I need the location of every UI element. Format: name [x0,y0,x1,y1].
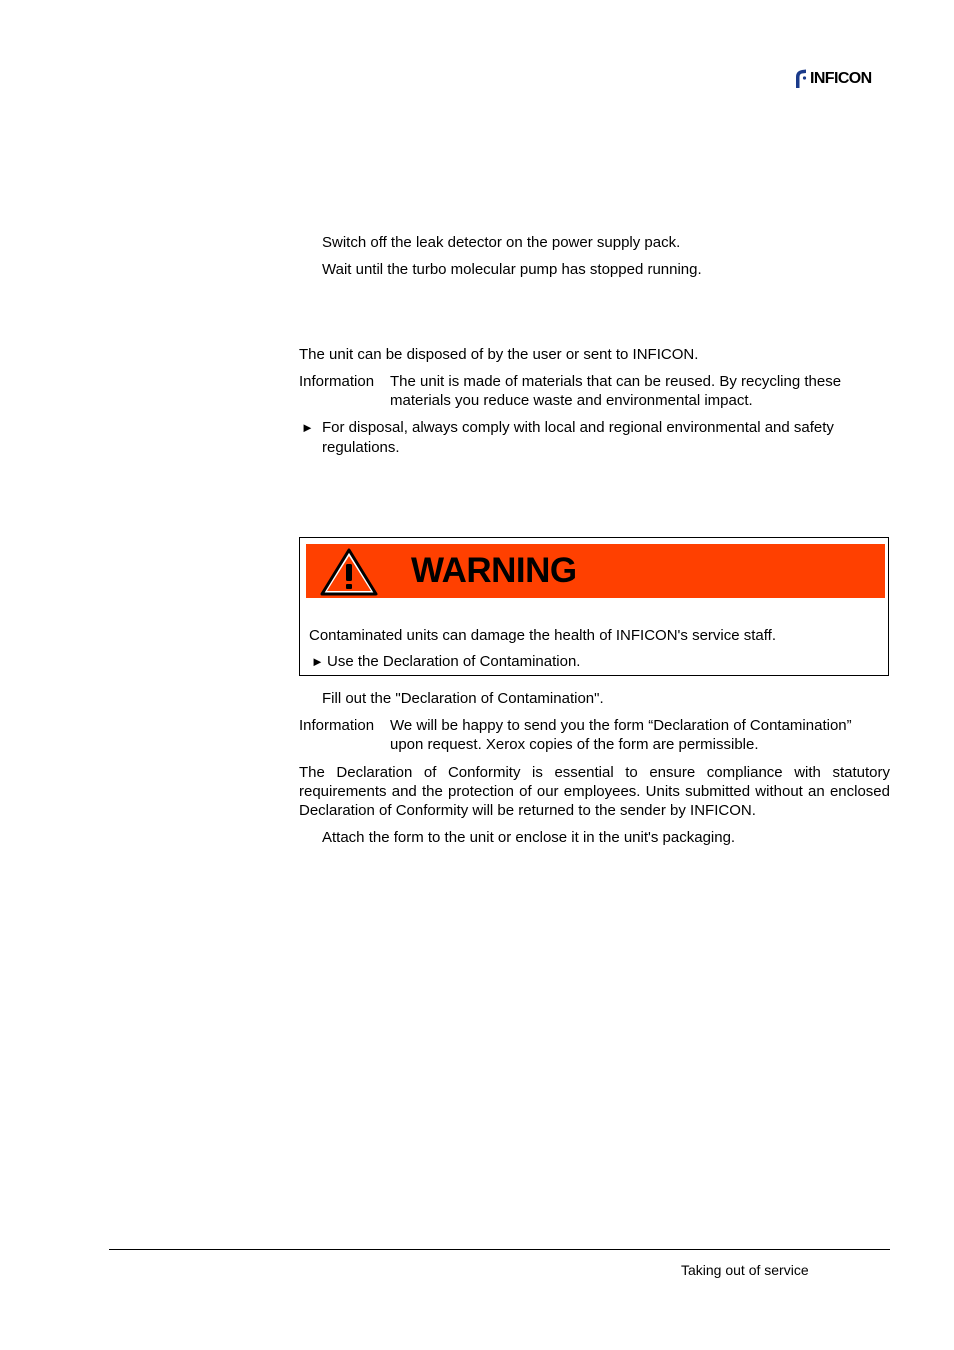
conformity-paragraph: The Declaration of Conformity is essential to ensure compliance with statutory requirements and the protection of our employees. Units submitted without an enclosed Declaration of Conformity will be returned to the sender by INFICON. [299,764,890,819]
info-text-line: upon request. Xerox copies of the form are permissible. [390,736,759,753]
arrow-right-icon: ► [311,654,324,669]
footer-divider [109,1249,890,1250]
warning-triangle-icon [319,547,379,601]
info-label: Information [299,373,375,390]
step-wait-pump: Wait until the turbo molecular pump has stopped running. [322,261,702,278]
info-text-line: The unit is made of materials that can be reused. By recycling these [390,373,842,390]
step-fill-form: Fill out the "Declaration of Contamination". [322,690,604,707]
disposal-intro: The unit can be disposed of by the user or sent to INFICON. [299,346,699,363]
step-attach-form: Attach the form to the unit or enclose it in the unit's packaging. [322,829,736,846]
logo-text: INFICON [810,70,872,87]
inficon-logo [794,68,872,90]
inficon-logo-icon [794,68,808,90]
info-text-line: materials you reduce waste and environmental impact. [390,392,753,409]
warning-title: WARNING [411,551,577,590]
step-switch-off: Switch off the leak detector on the power supply pack. [322,234,681,251]
disposal-bullet-line: For disposal, always comply with local and regional environmental and safety [322,419,834,436]
warning-banner [306,544,885,598]
disposal-bullet-line: regulations. [322,439,400,456]
arrow-right-icon: ► [301,420,314,435]
warning-action: Use the Declaration of Contamination. [327,653,581,670]
info-text-line: We will be happy to send you the form “Declaration of Contamination” [390,717,852,734]
info-label: Information [299,717,375,734]
footer-section-title: Taking out of service [681,1262,809,1278]
warning-message: Contaminated units can damage the health of INFICON's service staff. [309,627,776,644]
